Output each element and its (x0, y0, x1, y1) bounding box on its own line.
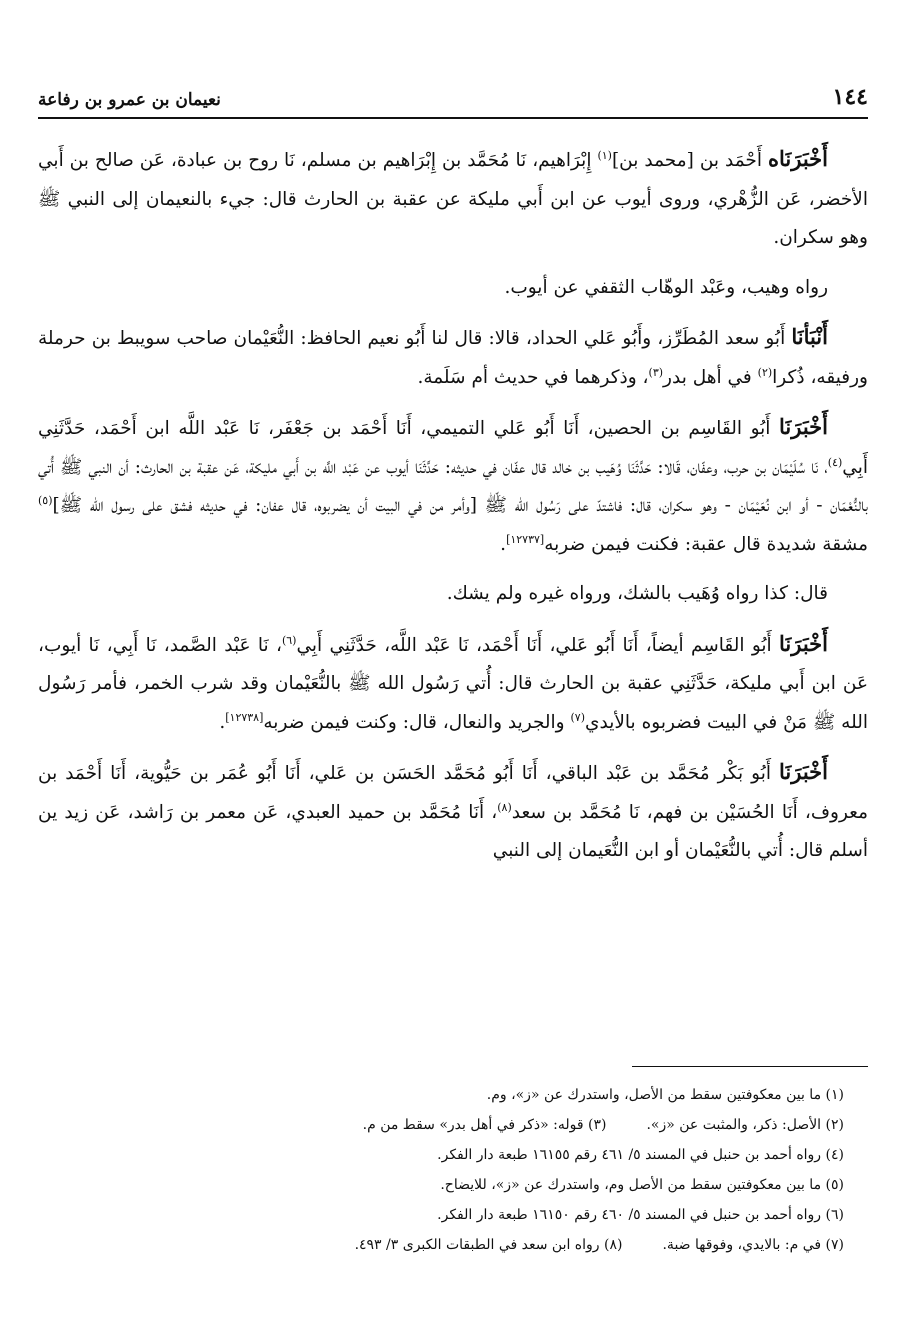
text-run: أَبُو القَاسِم أيضاً، أَنَا أَبُو عَلي، أَنَا أَحْمَد، نَا عَبْد اللَّه، حَدَّثَنِي أَبِي (296, 634, 780, 656)
text-run: رواه وهيب، وعَبْد الوهّاب الثقفي عن أيوب. (504, 276, 828, 298)
footnote-reference: [١٢٧٣٧] (506, 532, 545, 546)
footnote-reference: (١) (597, 148, 612, 162)
paragraph-lead-word: أَخْبَرَنَا (779, 630, 828, 656)
footnote-number: (٨) (604, 1237, 623, 1253)
footnote-text: في م: بالايدي، وفوقها ضبة. (662, 1237, 822, 1253)
text-run: في أهل بدر (663, 366, 758, 388)
footnote-text: رواه ابن سعد في الطبقات الكبرى ٣/ ٤٩٣. (354, 1237, 600, 1253)
footnote-number: (٥) (825, 1177, 844, 1193)
paragraph (38, 625, 868, 743)
text-run: والجريد والنعال، قال: وكنت فيمن ضربه (263, 711, 571, 733)
footnote-number: (٧) (825, 1237, 844, 1253)
footnote (38, 1170, 844, 1200)
footnote-reference: (٦) (281, 633, 297, 647)
paragraph-lead-word: أَخْبَرَنَاه (767, 146, 828, 171)
text-run: أَبُو القَاسِم بن الحصين، أَنَا أَبُو عَلي التميمي، أَنَا أَحْمَد بن جَعْفَر، نَا عَبْد اللَّه ابن أَحْمَد، حَدَّثَنِي أَبِي (38, 418, 868, 478)
header-rule (38, 117, 868, 119)
footnote-text: رواه أحمد بن حنبل في المسند ٥/ ٤٦١ رقم ١٦١٥٥ طبعة دار الفكر. (437, 1147, 822, 1163)
footnote-text: ما بين معكوفتين سقط من الأصل وم، واستدرك عن «ز»، للايضاح. (440, 1177, 822, 1193)
footnote-number: (٢) (825, 1117, 844, 1133)
paragraph (38, 318, 868, 397)
footnote-reference: (٣) (648, 365, 664, 379)
footnote-reference: [١٢٧٣٨] (225, 710, 264, 724)
text-run: ، أَنَا مُحَمَّد بن حميد العبدي، عَن معمر بن رَاشد، عَن زيد ين أسلم قال: أُتي بالنُّعَيْمان أو ابن النُّعَيمان إلى النبي (38, 801, 868, 861)
paragraph (38, 408, 868, 564)
running-title: نعيمان بن عمرو بن رفاعة (38, 90, 221, 110)
paragraph-lead-word: أَخْبَرَنَا (779, 414, 828, 439)
text-run: مشقة شديدة قال عقبة: فكنت فيمن ضربه (544, 533, 868, 555)
text-run: . (219, 711, 226, 733)
footnote-reference: (٤) (827, 455, 843, 469)
footnote-reference: (٥) (38, 493, 53, 507)
footnote-text: ما بين معكوفتين سقط من الأصل، واستدرك عن «ز»، وم. (486, 1087, 822, 1103)
text-run: أَبُو سعد المُطَرِّز، وأَبُو عَلي الحداد، قالا: قال لنا أَبُو نعيم الحافظ: النُّعَيْمان صاحب سويبط بن حرملة ورفيقه، ذُكرا (38, 328, 868, 388)
paragraph (38, 753, 868, 871)
paragraph (38, 575, 868, 614)
text-run: قال: كذا رواه وُهَيب بالشك، ورواه غيره ولم يشك. (446, 583, 828, 604)
text-run: أَبُو بَكْر مُحَمَّد بن عَبْد الباقي، أَنَا أَبُو مُحَمَّد الحَسَن بن عَلي، أَنَا أَبُو عُمَر بن حَيُّوية، أَنَا أَحْمَد بن معروف، أَنَا الحُسَيْن بن فهم، نَا مُحَمَّد بن سعد (38, 763, 868, 823)
footnote (38, 1110, 844, 1140)
paragraph-lead-word: أَنْبَأنَا (791, 324, 828, 349)
page-number: ١٤٤ (832, 84, 868, 110)
footnote-reference: (٢) (757, 365, 773, 379)
footnote-text: الأصل: ذكر، والمثبت عن «ز». (646, 1117, 822, 1133)
footnote (38, 1230, 844, 1260)
text-run: . (500, 533, 507, 555)
footnote-text: رواه أحمد بن حنبل في المسند ٥/ ٤٦٠ رقم ١٦١٥٠ طبعة دار الفكر. (437, 1207, 822, 1223)
footnote-number: (٤) (825, 1147, 844, 1163)
footnote-separator (632, 1066, 868, 1067)
footnote (38, 1140, 844, 1170)
footnote-text: قوله: «ذكر في أهل بدر» سقط من م. (362, 1117, 584, 1133)
text-run: أَحْمَد بن [محمد بن] (611, 150, 768, 171)
paragraph (38, 140, 868, 258)
footnote-number: (١) (825, 1087, 844, 1103)
footnote (38, 1200, 844, 1230)
footnote-number: (٣) (588, 1117, 607, 1133)
footnote-reference: (٧) (570, 710, 586, 724)
running-header (38, 80, 868, 110)
footnote-reference: (٨) (497, 800, 512, 814)
paragraph (38, 269, 868, 308)
main-text (38, 140, 868, 871)
footnote (38, 1080, 844, 1110)
text-run: ، وذكرهما في حديث أم سَلَمة. (417, 366, 649, 388)
text-run: إِبْرَاهيم، نَا مُحَمَّد بن إِبْرَاهيم بن مسلم، نَا روح بن عبادة، عَن صالح بن أَبي الأخضر، عَن الزُّهْري، وروى أيوب عن ابن أَبي مليكة عن عقبة بن الحارث قال: جيء بالنعيمان إلى النبي ﷺ وهو سكران. (38, 150, 868, 248)
text-run: ، نَا سُلَيْمَان بن حرب، وعفّان، قَالا: حَدَّثَنَا وُهَيب بن خالد قال عفّان في حديثه: حَدَّثَنَا أيوب عن عَبْد اللَّه بن أَبي مليكة، عَن عقبة بن الحارث: أن النبي ﷺ أُتي بالنُّعْمَان - أو ابن نُعَيْمَان - وهو سكران، قال: فاشتدّ على رَسُول الله ﷺ [وأمر من في البيت أن يضربوه، قال عفان: في حديثه فشق على رسول الله ﷺ] (38, 456, 868, 516)
paragraph-lead-word: أَخْبَرَنَا (779, 759, 828, 784)
footnote-number: (٦) (825, 1207, 844, 1223)
footnotes (38, 1080, 844, 1260)
text-run: ، نَا عَبْد الصَّمد، نَا أَبِي، نَا أيوب، عَن ابن أَبي مليكة، حَدَّثَنِي عقبة بن الحارث قال: أُتي رَسُول الله ﷺ بالنُّعَيْمان وقد شرب الخمر، فأمر رَسُول الله ﷺ مَنْ في البيت فضربوه بالأيدي (38, 634, 868, 733)
